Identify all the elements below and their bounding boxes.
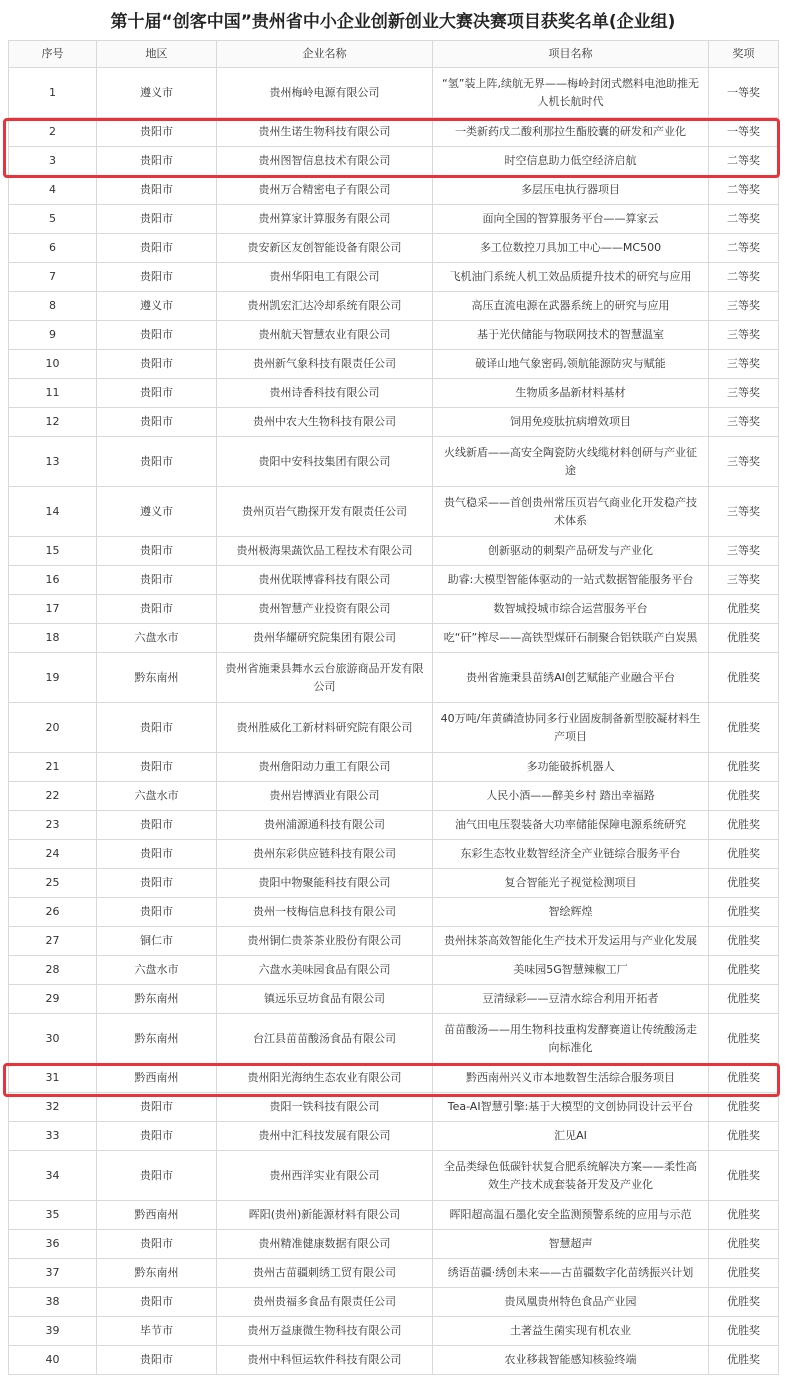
cell-region: 毕节市 <box>97 1317 217 1346</box>
cell-project: 人民小酒——醉美乡村 踏出幸福路 <box>433 782 709 811</box>
cell-index: 17 <box>9 595 97 624</box>
cell-award: 优胜奖 <box>709 1093 779 1122</box>
cell-award: 三等奖 <box>709 379 779 408</box>
cell-region: 贵阳市 <box>97 1151 217 1201</box>
cell-company: 贵州东彩供应链科技有限公司 <box>217 840 433 869</box>
cell-index: 18 <box>9 624 97 653</box>
table-row <box>9 898 779 927</box>
cell-project: Tea-AI智慧引擎:基于大模型的文创协同设计云平台 <box>433 1093 709 1122</box>
cell-region: 贵阳市 <box>97 234 217 263</box>
cell-project: 美味园5G智慧辣椒工厂 <box>433 956 709 985</box>
table-row <box>9 205 779 234</box>
cell-company: 贵州贵福多食品有限责任公司 <box>217 1288 433 1317</box>
cell-region: 铜仁市 <box>97 927 217 956</box>
header-index: 序号 <box>9 41 97 68</box>
cell-index: 1 <box>9 68 97 118</box>
cell-region: 贵阳市 <box>97 437 217 487</box>
cell-company: 贵州极海果蔬饮品工程技术有限公司 <box>217 537 433 566</box>
table-row <box>9 437 779 487</box>
cell-project: 全品类绿色低碳针状复合肥系统解决方案——柔性高效生产技术成套装备开发及产业化 <box>433 1151 709 1201</box>
cell-index: 31 <box>9 1064 97 1093</box>
cell-region: 贵阳市 <box>97 566 217 595</box>
cell-award: 三等奖 <box>709 487 779 537</box>
cell-project: 面向全国的智算服务平台——算家云 <box>433 205 709 234</box>
cell-project: 数智城投城市综合运营服务平台 <box>433 595 709 624</box>
cell-company: 贵州智慧产业投资有限公司 <box>217 595 433 624</box>
cell-award: 三等奖 <box>709 292 779 321</box>
cell-project: 饲用免疫肽抗病增效项目 <box>433 408 709 437</box>
cell-region: 贵阳市 <box>97 840 217 869</box>
table-row <box>9 840 779 869</box>
cell-award: 一等奖 <box>709 68 779 118</box>
cell-index: 40 <box>9 1346 97 1375</box>
cell-region: 贵阳市 <box>97 263 217 292</box>
table-row <box>9 263 779 292</box>
cell-region: 贵阳市 <box>97 350 217 379</box>
cell-region: 贵阳市 <box>97 321 217 350</box>
cell-company: 贵州华耀研究院集团有限公司 <box>217 624 433 653</box>
cell-company: 贵州万合精密电子有限公司 <box>217 176 433 205</box>
cell-award: 优胜奖 <box>709 595 779 624</box>
table-row <box>9 487 779 537</box>
cell-company: 贵州中农大生物科技有限公司 <box>217 408 433 437</box>
table-row <box>9 753 779 782</box>
cell-company: 贵州中科恒运软件科技有限公司 <box>217 1346 433 1375</box>
cell-project: 时空信息助力低空经济启航 <box>433 147 709 176</box>
cell-index: 10 <box>9 350 97 379</box>
cell-award: 三等奖 <box>709 566 779 595</box>
cell-index: 2 <box>9 118 97 147</box>
cell-project: 智绘辉煌 <box>433 898 709 927</box>
cell-region: 遵义市 <box>97 68 217 118</box>
cell-award: 优胜奖 <box>709 927 779 956</box>
cell-project: 多层压电执行器项目 <box>433 176 709 205</box>
table-row <box>9 1288 779 1317</box>
cell-award: 优胜奖 <box>709 985 779 1014</box>
cell-region: 贵阳市 <box>97 811 217 840</box>
cell-region: 贵阳市 <box>97 1288 217 1317</box>
cell-index: 23 <box>9 811 97 840</box>
cell-company: 贵州中汇科技发展有限公司 <box>217 1122 433 1151</box>
cell-index: 21 <box>9 753 97 782</box>
table-row <box>9 234 779 263</box>
cell-project: 高压直流电源在武器系统上的研究与应用 <box>433 292 709 321</box>
cell-index: 9 <box>9 321 97 350</box>
cell-award: 三等奖 <box>709 408 779 437</box>
cell-award: 优胜奖 <box>709 753 779 782</box>
cell-company: 贵州图智信息技术有限公司 <box>217 147 433 176</box>
table-row <box>9 595 779 624</box>
cell-index: 37 <box>9 1259 97 1288</box>
table-row <box>9 147 779 176</box>
cell-project: 绣语苗疆·绣创未来——古苗疆数字化苗绣振兴计划 <box>433 1259 709 1288</box>
table-header-row <box>9 41 779 68</box>
cell-project: 多工位数控刀具加工中心——MC500 <box>433 234 709 263</box>
cell-company: 贵安新区友创智能设备有限公司 <box>217 234 433 263</box>
cell-award: 三等奖 <box>709 537 779 566</box>
table-row <box>9 566 779 595</box>
cell-region: 贵阳市 <box>97 118 217 147</box>
cell-company: 贵州生诺生物科技有限公司 <box>217 118 433 147</box>
cell-award: 二等奖 <box>709 176 779 205</box>
cell-company: 贵州铜仁贵茶茶业股份有限公司 <box>217 927 433 956</box>
cell-index: 11 <box>9 379 97 408</box>
cell-award: 优胜奖 <box>709 1201 779 1230</box>
cell-project: 助睿:大模型智能体驱动的一站式数据智能服务平台 <box>433 566 709 595</box>
cell-index: 28 <box>9 956 97 985</box>
cell-company: 晖阳(贵州)新能源材料有限公司 <box>217 1201 433 1230</box>
cell-company: 镇远乐豆坊食品有限公司 <box>217 985 433 1014</box>
cell-project: 汇见AI <box>433 1122 709 1151</box>
page-title: 第十届“创客中国”贵州省中小企业创新创业大赛决赛项目获奖名单(企业组) <box>110 12 676 32</box>
cell-company: 贵阳中安科技集团有限公司 <box>217 437 433 487</box>
table-row <box>9 1064 779 1093</box>
cell-project: “氢”装上阵,续航无界——梅岭封闭式燃料电池助推无人机长航时代 <box>433 68 709 118</box>
cell-project: 基于光伏储能与物联网技术的智慧温室 <box>433 321 709 350</box>
cell-company: 贵阳中物聚能科技有限公司 <box>217 869 433 898</box>
cell-region: 贵阳市 <box>97 379 217 408</box>
cell-company: 六盘水美味园食品有限公司 <box>217 956 433 985</box>
cell-region: 贵阳市 <box>97 408 217 437</box>
cell-index: 19 <box>9 653 97 703</box>
cell-award: 优胜奖 <box>709 898 779 927</box>
cell-award: 优胜奖 <box>709 1288 779 1317</box>
cell-company: 贵州页岩气勘探开发有限责任公司 <box>217 487 433 537</box>
cell-award: 一等奖 <box>709 118 779 147</box>
cell-award: 二等奖 <box>709 205 779 234</box>
cell-award: 优胜奖 <box>709 840 779 869</box>
cell-company: 贵阳一铁科技有限公司 <box>217 1093 433 1122</box>
header-region: 地区 <box>97 41 217 68</box>
cell-company: 贵州西洋实业有限公司 <box>217 1151 433 1201</box>
cell-project: 生物质多晶新材料基材 <box>433 379 709 408</box>
cell-region: 贵阳市 <box>97 147 217 176</box>
cell-award: 三等奖 <box>709 321 779 350</box>
cell-region: 遵义市 <box>97 487 217 537</box>
cell-award: 优胜奖 <box>709 1064 779 1093</box>
cell-region: 六盘水市 <box>97 956 217 985</box>
cell-index: 13 <box>9 437 97 487</box>
cell-region: 黔西南州 <box>97 1201 217 1230</box>
cell-company: 贵州航天智慧农业有限公司 <box>217 321 433 350</box>
table-row <box>9 1201 779 1230</box>
cell-company: 贵州梅岭电源有限公司 <box>217 68 433 118</box>
cell-index: 33 <box>9 1122 97 1151</box>
table-row <box>9 1093 779 1122</box>
cell-region: 贵阳市 <box>97 1122 217 1151</box>
cell-company: 贵州凯宏汇达冷却系统有限公司 <box>217 292 433 321</box>
cell-project: 贵凤凰贵州特色食品产业园 <box>433 1288 709 1317</box>
table-row <box>9 1014 779 1064</box>
cell-company: 贵州算家计算服务有限公司 <box>217 205 433 234</box>
cell-project: 复合智能光子视觉检测项目 <box>433 869 709 898</box>
cell-project: 40万吨/年黄磷渣协同多行业固废制备新型胶凝材料生产项目 <box>433 703 709 753</box>
cell-index: 22 <box>9 782 97 811</box>
cell-award: 优胜奖 <box>709 703 779 753</box>
cell-company: 贵州优联博睿科技有限公司 <box>217 566 433 595</box>
cell-company: 贵州岩博酒业有限公司 <box>217 782 433 811</box>
table-row <box>9 927 779 956</box>
cell-region: 黔东南州 <box>97 985 217 1014</box>
cell-company: 贵州詹阳动力重工有限公司 <box>217 753 433 782</box>
cell-project: 农业移栽智能感知核验终端 <box>433 1346 709 1375</box>
cell-company: 贵州万益康微生物科技有限公司 <box>217 1317 433 1346</box>
table-row <box>9 811 779 840</box>
cell-index: 7 <box>9 263 97 292</box>
cell-project: 土著益生菌实现有机农业 <box>433 1317 709 1346</box>
cell-index: 3 <box>9 147 97 176</box>
table-row <box>9 985 779 1014</box>
cell-award: 三等奖 <box>709 350 779 379</box>
cell-region: 黔东南州 <box>97 653 217 703</box>
cell-index: 15 <box>9 537 97 566</box>
cell-index: 29 <box>9 985 97 1014</box>
cell-project: 贵气稳采——首创贵州常压页岩气商业化开发稳产技术体系 <box>433 487 709 537</box>
cell-region: 黔西南州 <box>97 1064 217 1093</box>
cell-award: 优胜奖 <box>709 956 779 985</box>
table-row <box>9 869 779 898</box>
cell-company: 贵州华阳电工有限公司 <box>217 263 433 292</box>
cell-award: 优胜奖 <box>709 1151 779 1201</box>
table-row <box>9 1230 779 1259</box>
cell-company: 贵州古苗疆刺绣工贸有限公司 <box>217 1259 433 1288</box>
table-row <box>9 321 779 350</box>
cell-project: 飞机油门系统人机工效品质提升技术的研究与应用 <box>433 263 709 292</box>
cell-project: 东彩生态牧业数智经济全产业链综合服务平台 <box>433 840 709 869</box>
cell-index: 30 <box>9 1014 97 1064</box>
table-row <box>9 1346 779 1375</box>
cell-index: 25 <box>9 869 97 898</box>
table-row <box>9 1259 779 1288</box>
cell-award: 二等奖 <box>709 263 779 292</box>
cell-index: 34 <box>9 1151 97 1201</box>
cell-region: 黔东南州 <box>97 1014 217 1064</box>
header-company: 企业名称 <box>217 41 433 68</box>
cell-project: 晖阳超高温石墨化安全监测预警系统的应用与示范 <box>433 1201 709 1230</box>
table-row <box>9 1151 779 1201</box>
table-row <box>9 176 779 205</box>
table-row <box>9 350 779 379</box>
cell-project: 破译山地气象密码,领航能源防灾与赋能 <box>433 350 709 379</box>
cell-index: 35 <box>9 1201 97 1230</box>
cell-index: 20 <box>9 703 97 753</box>
cell-award: 优胜奖 <box>709 811 779 840</box>
table-row <box>9 408 779 437</box>
cell-region: 贵阳市 <box>97 176 217 205</box>
cell-company: 台江县苗苗酸汤食品有限公司 <box>217 1014 433 1064</box>
cell-award: 优胜奖 <box>709 1346 779 1375</box>
cell-region: 贵阳市 <box>97 1346 217 1375</box>
cell-index: 5 <box>9 205 97 234</box>
cell-award: 优胜奖 <box>709 624 779 653</box>
cell-award: 三等奖 <box>709 437 779 487</box>
cell-project: 一类新药戊二酸利那拉生酯胶囊的研发和产业化 <box>433 118 709 147</box>
cell-project: 黔西南州兴义市本地数智生活综合服务项目 <box>433 1064 709 1093</box>
table-row <box>9 1317 779 1346</box>
cell-award: 优胜奖 <box>709 869 779 898</box>
cell-region: 贵阳市 <box>97 537 217 566</box>
cell-index: 32 <box>9 1093 97 1122</box>
cell-project: 贵州抹茶高效智能化生产技术开发运用与产业化发展 <box>433 927 709 956</box>
table-row <box>9 653 779 703</box>
cell-region: 贵阳市 <box>97 898 217 927</box>
awards-table <box>8 40 779 1375</box>
table-row <box>9 292 779 321</box>
cell-region: 六盘水市 <box>97 782 217 811</box>
cell-company: 贵州一枝梅信息科技有限公司 <box>217 898 433 927</box>
cell-index: 38 <box>9 1288 97 1317</box>
table-row <box>9 68 779 118</box>
cell-region: 贵阳市 <box>97 703 217 753</box>
cell-company: 贵州新气象科技有限责任公司 <box>217 350 433 379</box>
cell-award: 优胜奖 <box>709 1317 779 1346</box>
cell-project: 吃“矸”榨尽——高铁型煤矸石制聚合铝铁联产白炭黑 <box>433 624 709 653</box>
cell-region: 六盘水市 <box>97 624 217 653</box>
cell-project: 创新驱动的刺梨产品研发与产业化 <box>433 537 709 566</box>
cell-region: 贵阳市 <box>97 869 217 898</box>
cell-index: 26 <box>9 898 97 927</box>
cell-region: 黔东南州 <box>97 1259 217 1288</box>
table-row <box>9 537 779 566</box>
cell-company: 贵州胜威化工新材料研究院有限公司 <box>217 703 433 753</box>
cell-award: 优胜奖 <box>709 1259 779 1288</box>
cell-index: 4 <box>9 176 97 205</box>
cell-company: 贵州阳光海纳生态农业有限公司 <box>217 1064 433 1093</box>
cell-region: 贵阳市 <box>97 595 217 624</box>
cell-award: 优胜奖 <box>709 1014 779 1064</box>
cell-index: 27 <box>9 927 97 956</box>
table-row <box>9 379 779 408</box>
header-award: 奖项 <box>709 41 779 68</box>
table-row <box>9 118 779 147</box>
cell-project: 智慧超声 <box>433 1230 709 1259</box>
cell-index: 16 <box>9 566 97 595</box>
cell-award: 优胜奖 <box>709 1122 779 1151</box>
cell-award: 优胜奖 <box>709 653 779 703</box>
cell-project: 苗苗酸汤——用生物科技重构发酵赛道让传统酸汤走向标准化 <box>433 1014 709 1064</box>
cell-project: 豆清绿彩——豆清水综合利用开拓者 <box>433 985 709 1014</box>
cell-index: 12 <box>9 408 97 437</box>
cell-award: 二等奖 <box>709 234 779 263</box>
cell-project: 油气田电压裂装备大功率储能保障电源系统研究 <box>433 811 709 840</box>
cell-project: 多功能破拆机器人 <box>433 753 709 782</box>
cell-index: 14 <box>9 487 97 537</box>
cell-project: 贵州省施秉县苗绣AI创艺赋能产业融合平台 <box>433 653 709 703</box>
cell-region: 贵阳市 <box>97 753 217 782</box>
cell-index: 36 <box>9 1230 97 1259</box>
cell-index: 8 <box>9 292 97 321</box>
table-row <box>9 782 779 811</box>
table-row <box>9 703 779 753</box>
cell-company: 贵州精准健康数据有限公司 <box>217 1230 433 1259</box>
cell-region: 遵义市 <box>97 292 217 321</box>
cell-region: 贵阳市 <box>97 1093 217 1122</box>
cell-award: 二等奖 <box>709 147 779 176</box>
header-project: 项目名称 <box>433 41 709 68</box>
cell-award: 优胜奖 <box>709 1230 779 1259</box>
table-row <box>9 956 779 985</box>
cell-award: 优胜奖 <box>709 782 779 811</box>
cell-region: 贵阳市 <box>97 1230 217 1259</box>
table-row <box>9 624 779 653</box>
cell-region: 贵阳市 <box>97 205 217 234</box>
cell-index: 39 <box>9 1317 97 1346</box>
cell-index: 24 <box>9 840 97 869</box>
cell-company: 贵州省施秉县舞水云台旅游商品开发有限公司 <box>217 653 433 703</box>
table-row <box>9 1122 779 1151</box>
cell-company: 贵州诗香科技有限公司 <box>217 379 433 408</box>
cell-project: 火线新盾——高安全陶瓷防火线缆材料创研与产业征途 <box>433 437 709 487</box>
cell-company: 贵州浦源通科技有限公司 <box>217 811 433 840</box>
cell-index: 6 <box>9 234 97 263</box>
